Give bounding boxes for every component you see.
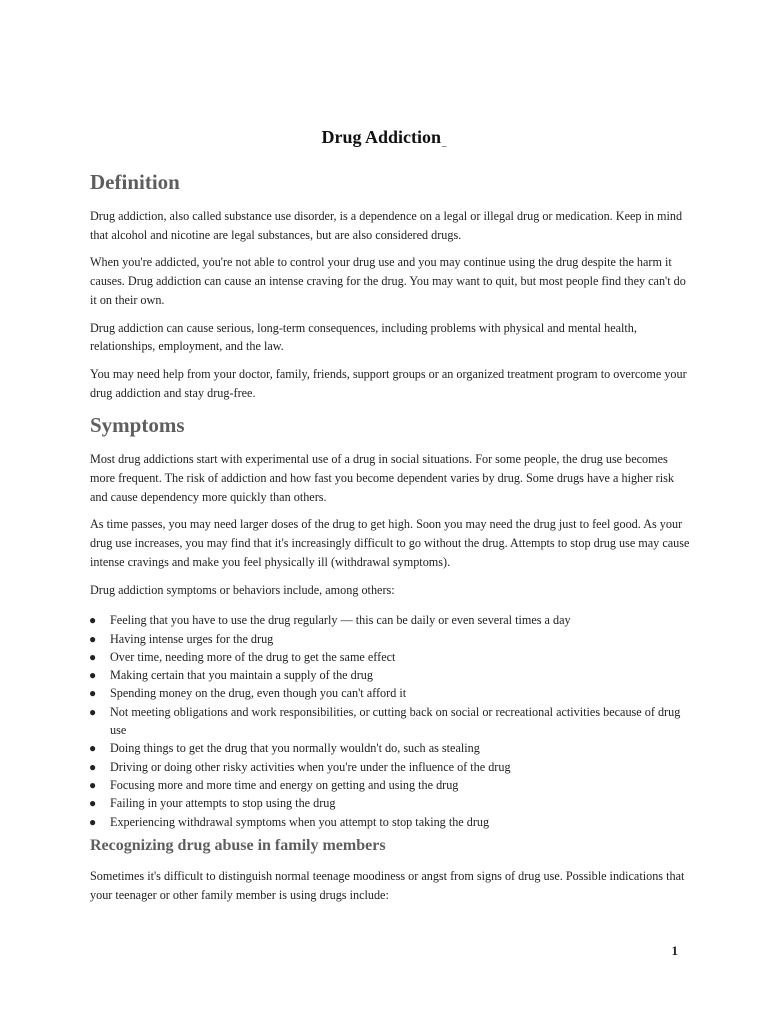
bullet-dot-icon: ●	[89, 796, 97, 811]
bullet-item	[90, 739, 690, 757]
bullet-dot-icon: ●	[89, 777, 97, 792]
bullet-item	[90, 648, 690, 666]
symptoms-paragraph: Drug addiction symptoms or behaviors include, among others:	[90, 582, 395, 597]
bullet-dot-icon: ●	[89, 686, 97, 701]
definition-heading: Definition	[90, 170, 180, 194]
bullet-item	[90, 666, 690, 684]
bullet-text: Driving or doing other risky activities when you're under the influence of the drug	[110, 759, 511, 774]
bullet-item	[90, 684, 690, 702]
bullet-item	[90, 611, 690, 629]
bullet-text: Focusing more and more time and energy on getting and using the drug	[110, 777, 459, 792]
symptoms-paragraph: As time passes, you may need larger doses of the drug to get high. Soon you may need the drug just to feel good. As your drug use increases, you may find that it's increasingly difficult to go without the drug. Attempts to stop drug use may cause intense cravings and make you feel physically ill (withdrawal symptoms).	[90, 517, 690, 569]
bullet-item	[90, 758, 690, 776]
bullet-text: Over time, needing more of the drug to get the same effect	[110, 649, 396, 664]
bullet-dot-icon: ●	[89, 704, 97, 719]
bullet-text: Experiencing withdrawal symptoms when you attempt to stop taking the drug	[110, 814, 490, 829]
bullet-dot-icon: ●	[89, 613, 97, 628]
bullet-dot-icon: ●	[89, 668, 97, 683]
title-underscore-mark: _	[442, 138, 447, 148]
symptoms-bullet-list	[90, 611, 690, 831]
bullet-dot-icon: ●	[89, 759, 97, 774]
bullet-dot-icon: ●	[89, 814, 97, 829]
symptoms-paragraph: Most drug addictions start with experimental use of a drug in social situations. For some people, the drug use becomes more frequent. The risk of addiction and how fast you become dependent varies by drug. Some drugs have a higher risk and cause dependency more quickly than others.	[90, 452, 674, 504]
definition-paragraph: You may need help from your doctor, family, friends, support groups or an organized treatment program to overcome your drug addiction and stay drug-free.	[90, 366, 687, 400]
family-heading: Recognizing drug abuse in family members	[90, 836, 386, 854]
definition-paragraph: Drug addiction can cause serious, long-term consequences, including problems with physical and mental health, relationships, employment, and the law.	[90, 320, 637, 354]
document-body	[90, 168, 690, 913]
symptoms-heading: Symptoms	[90, 413, 185, 438]
bullet-item	[90, 630, 690, 648]
bullet-item	[90, 794, 690, 812]
page-number: 1	[671, 943, 678, 958]
bullet-text: Failing in your attempts to stop using the drug	[110, 796, 336, 811]
bullet-text: Feeling that you have to use the drug regularly — this can be daily or even several times a day	[110, 613, 571, 628]
family-paragraph: Sometimes it's difficult to distinguish normal teenage moodiness or angst from signs of drug use. Possible indications that your teenager or other family member is using drugs include:	[90, 868, 685, 902]
bullet-dot-icon: ●	[89, 741, 97, 756]
bullet-item	[90, 776, 690, 794]
bullet-dot-icon: ●	[89, 649, 97, 664]
definition-paragraph: When you're addicted, you're not able to control your drug use and you may continue using the drug despite the harm it causes. Drug addiction can cause an intense craving for the drug. You may want to quit, but most people find they can't do it on their own.	[90, 255, 686, 307]
bullet-text: Doing things to get the drug that you normally wouldn't do, such as stealing	[110, 741, 480, 756]
bullet-item	[90, 703, 690, 740]
bullet-item	[90, 813, 690, 831]
document-title	[0, 127, 768, 148]
bullet-text: Spending money on the drug, even though you can't afford it	[110, 686, 407, 701]
bullet-text: Not meeting obligations and work responsibilities, or cutting back on social or recreational activities because of drug use	[110, 704, 681, 738]
bullet-text: Having intense urges for the drug	[110, 631, 274, 646]
document-title-text: Drug Addiction	[321, 127, 442, 147]
bullet-dot-icon: ●	[89, 631, 97, 646]
bullet-text: Making certain that you maintain a supply of the drug	[110, 668, 373, 683]
definition-paragraph: Drug addiction, also called substance use disorder, is a dependence on a legal or illegal drug or medication. Keep in mind that alcohol and nicotine are legal substances, but are also considered drugs.	[90, 209, 683, 242]
